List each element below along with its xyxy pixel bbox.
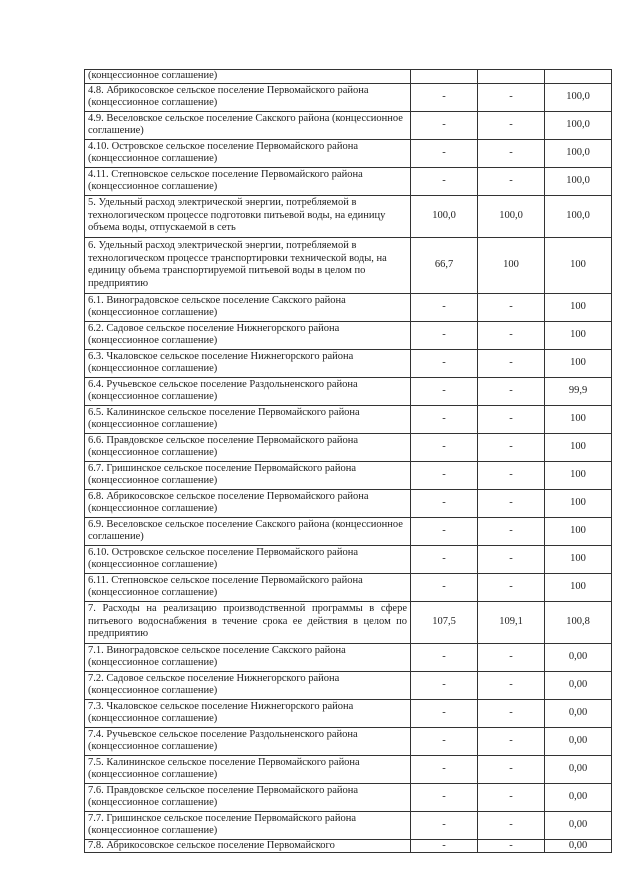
indicator-label-cell: 4.11. Степновское сельское поселение Первомайского района (концессионное соглашение): [85, 167, 411, 195]
value-cell-col-3: 100,0: [545, 195, 612, 237]
table-row: [85, 699, 612, 727]
value-cell-col-3: 100: [545, 545, 612, 573]
value-cell-col-3: 0,00: [545, 727, 612, 755]
table-row: [85, 545, 612, 573]
value-cell-col-1: -: [411, 405, 478, 433]
value-cell-col-2: -: [478, 699, 545, 727]
indicator-label-cell: 6.1. Виноградовское сельское поселение Сакского района (концессионное соглашение): [85, 293, 411, 321]
indicator-label-cell: 7.4. Ручьевское сельское поселение Раздольненского района (концессионное соглашение): [85, 727, 411, 755]
value-cell-col-3: 0,00: [545, 699, 612, 727]
indicator-label-cell: 6.11. Степновское сельское поселение Первомайского района (концессионное соглашение): [85, 573, 411, 601]
table-row: [85, 377, 612, 405]
indicator-label-cell: 6.6. Правдовское сельское поселение Первомайского района (концессионное соглашение): [85, 433, 411, 461]
value-cell-col-3: 0,00: [545, 783, 612, 811]
value-cell-col-1: -: [411, 727, 478, 755]
indicator-label-cell: 7.2. Садовое сельское поселение Нижнегорского района (концессионное соглашение): [85, 671, 411, 699]
indicator-label-cell: 7.7. Гришинское сельское поселение Первомайского района (концессионное соглашение): [85, 811, 411, 839]
value-cell-col-1: -: [411, 433, 478, 461]
indicator-label-cell: 6.9. Веселовское сельское поселение Сакского района (концессионное соглашение): [85, 517, 411, 545]
indicator-label-cell: 7.3. Чкаловское сельское поселение Нижнегорского района (концессионное соглашение): [85, 699, 411, 727]
value-cell-col-3: 100: [545, 237, 612, 293]
value-cell-col-2: -: [478, 461, 545, 489]
table-row: [85, 167, 612, 195]
value-cell-col-1: 100,0: [411, 195, 478, 237]
indicator-label-cell: 7. Расходы на реализацию производственной программы в сфере питьевого водоснабжения в течение срока ее действия в целом по предприятию: [85, 601, 411, 643]
value-cell-col-3: 100,0: [545, 139, 612, 167]
indicator-label-cell: 4.9. Веселовское сельское поселение Сакского района (концессионное соглашение): [85, 111, 411, 139]
value-cell-col-3: 100: [545, 349, 612, 377]
table-row: [85, 139, 612, 167]
value-cell-col-3: 0,00: [545, 839, 612, 853]
value-cell-col-1: -: [411, 83, 478, 111]
table-row: [85, 671, 612, 699]
value-cell-col-1: -: [411, 111, 478, 139]
indicator-label-cell: 4.8. Абрикосовское сельское поселение Первомайского района (концессионное соглашение): [85, 83, 411, 111]
indicator-label-cell: 6.3. Чкаловское сельское поселение Нижнегорского района (концессионное соглашение): [85, 349, 411, 377]
indicator-label-cell: 7.5. Калининское сельское поселение Первомайского района (концессионное соглашение): [85, 755, 411, 783]
table-row: [85, 237, 612, 293]
value-cell-col-1: -: [411, 167, 478, 195]
value-cell-col-2: -: [478, 755, 545, 783]
indicator-label-cell: 7.1. Виноградовское сельское поселение Сакского района (концессионное соглашение): [85, 643, 411, 671]
table-row: [85, 755, 612, 783]
value-cell-col-3: 100,0: [545, 111, 612, 139]
value-cell-col-1: [411, 70, 478, 84]
value-cell-col-3: 100: [545, 293, 612, 321]
value-cell-col-2: -: [478, 671, 545, 699]
table-row: [85, 321, 612, 349]
value-cell-col-2: 100: [478, 237, 545, 293]
value-cell-col-1: -: [411, 783, 478, 811]
value-cell-col-3: 100: [545, 433, 612, 461]
value-cell-col-1: -: [411, 293, 478, 321]
value-cell-col-2: -: [478, 727, 545, 755]
value-cell-col-1: -: [411, 699, 478, 727]
value-cell-col-2: -: [478, 433, 545, 461]
value-cell-col-2: [478, 70, 545, 84]
indicators-table-body: [85, 70, 612, 853]
value-cell-col-3: 100,0: [545, 167, 612, 195]
value-cell-col-1: -: [411, 671, 478, 699]
value-cell-col-1: -: [411, 839, 478, 853]
value-cell-col-1: -: [411, 517, 478, 545]
table-row: [85, 111, 612, 139]
value-cell-col-3: 100: [545, 321, 612, 349]
value-cell-col-2: -: [478, 349, 545, 377]
table-row: [85, 489, 612, 517]
table-row: [85, 643, 612, 671]
value-cell-col-1: -: [411, 545, 478, 573]
indicator-label-cell: 6.8. Абрикосовское сельское поселение Первомайского района (концессионное соглашение): [85, 489, 411, 517]
value-cell-col-1: -: [411, 573, 478, 601]
value-cell-col-2: -: [478, 517, 545, 545]
value-cell-col-2: -: [478, 839, 545, 853]
value-cell-col-2: -: [478, 83, 545, 111]
value-cell-col-2: -: [478, 545, 545, 573]
table-row: [85, 405, 612, 433]
indicators-table: [84, 69, 612, 853]
value-cell-col-3: 0,00: [545, 811, 612, 839]
value-cell-col-2: 100,0: [478, 195, 545, 237]
value-cell-col-2: -: [478, 489, 545, 517]
value-cell-col-1: -: [411, 349, 478, 377]
value-cell-col-3: 0,00: [545, 755, 612, 783]
value-cell-col-1: 107,5: [411, 601, 478, 643]
value-cell-col-2: -: [478, 811, 545, 839]
value-cell-col-1: -: [411, 811, 478, 839]
table-row: [85, 195, 612, 237]
value-cell-col-2: -: [478, 111, 545, 139]
value-cell-col-1: -: [411, 139, 478, 167]
indicator-label-cell: 6. Удельный расход электрической энергии, потребляемой в технологическом процессе транспортировки технической воды, на единицу объема транспортируемой питьевой воды в целом по предприятию: [85, 237, 411, 293]
table-row: [85, 433, 612, 461]
table-row: [85, 839, 612, 853]
value-cell-col-1: -: [411, 321, 478, 349]
value-cell-col-1: -: [411, 755, 478, 783]
table-row: [85, 783, 612, 811]
table-row: [85, 70, 612, 84]
indicator-label-cell: 7.8. Абрикосовское сельское поселение Первомайского: [85, 839, 411, 853]
indicator-label-cell: 6.7. Гришинское сельское поселение Первомайского района (концессионное соглашение): [85, 461, 411, 489]
value-cell-col-1: -: [411, 461, 478, 489]
table-row: [85, 573, 612, 601]
table-row: [85, 293, 612, 321]
table-row: [85, 727, 612, 755]
value-cell-col-2: -: [478, 377, 545, 405]
indicator-label-cell: 7.6. Правдовское сельское поселение Первомайского района (концессионное соглашение): [85, 783, 411, 811]
indicator-label-cell: 6.4. Ручьевское сельское поселение Раздольненского района (концессионное соглашение): [85, 377, 411, 405]
value-cell-col-3: 0,00: [545, 643, 612, 671]
value-cell-col-2: -: [478, 293, 545, 321]
document-page: [84, 69, 611, 853]
value-cell-col-2: -: [478, 167, 545, 195]
value-cell-col-3: 100,8: [545, 601, 612, 643]
value-cell-col-2: -: [478, 321, 545, 349]
value-cell-col-2: 109,1: [478, 601, 545, 643]
value-cell-col-3: 100,0: [545, 83, 612, 111]
value-cell-col-3: 100: [545, 405, 612, 433]
table-row: [85, 601, 612, 643]
table-row: [85, 349, 612, 377]
indicator-label-cell: 5. Удельный расход электрической энергии, потребляемой в технологическом процессе подготовки питьевой воды, на единицу объема воды, отпускаемой в сеть: [85, 195, 411, 237]
value-cell-col-1: -: [411, 489, 478, 517]
table-row: [85, 517, 612, 545]
value-cell-col-2: -: [478, 139, 545, 167]
value-cell-col-2: -: [478, 573, 545, 601]
value-cell-col-3: 99,9: [545, 377, 612, 405]
value-cell-col-3: [545, 70, 612, 84]
value-cell-col-3: 100: [545, 573, 612, 601]
value-cell-col-2: -: [478, 643, 545, 671]
indicator-label-cell: 6.2. Садовое сельское поселение Нижнегорского района (концессионное соглашение): [85, 321, 411, 349]
indicator-label-cell: 4.10. Островское сельское поселение Первомайского района (концессионное соглашение): [85, 139, 411, 167]
value-cell-col-3: 0,00: [545, 671, 612, 699]
value-cell-col-1: -: [411, 643, 478, 671]
value-cell-col-3: 100: [545, 461, 612, 489]
value-cell-col-3: 100: [545, 489, 612, 517]
table-row: [85, 461, 612, 489]
indicator-label-cell: 6.10. Островское сельское поселение Первомайского района (концессионное соглашение): [85, 545, 411, 573]
value-cell-col-1: -: [411, 377, 478, 405]
value-cell-col-2: -: [478, 783, 545, 811]
value-cell-col-1: 66,7: [411, 237, 478, 293]
value-cell-col-2: -: [478, 405, 545, 433]
indicator-label-cell: 6.5. Калининское сельское поселение Первомайского района (концессионное соглашение): [85, 405, 411, 433]
table-row: [85, 811, 612, 839]
indicator-label-cell: (концессионное соглашение): [85, 70, 411, 84]
value-cell-col-3: 100: [545, 517, 612, 545]
table-row: [85, 83, 612, 111]
